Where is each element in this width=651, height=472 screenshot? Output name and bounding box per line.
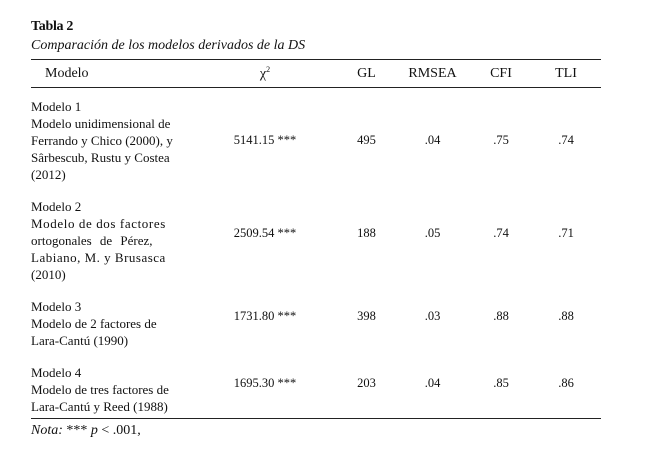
header-model: Modelo [45, 65, 89, 81]
model-description [31, 183, 191, 283]
gl-value: 188 [357, 225, 376, 240]
tli-value: .74 [558, 133, 574, 147]
model-description [31, 88, 191, 184]
model-line: Modelo 1 [31, 99, 82, 114]
model-line: ortogonales de Pérez, [31, 233, 153, 248]
model-line: Modelo de 2 factores de [31, 316, 157, 331]
document [31, 18, 601, 440]
model-description [31, 283, 191, 349]
model-line: Modelo 4 [31, 365, 82, 380]
table-label: Tabla 2 [31, 19, 74, 34]
table-row [31, 283, 601, 349]
model-line: Sârbescub, Rustu y Costea [31, 150, 170, 165]
cfi-value: .75 [493, 133, 509, 147]
tli-value: .71 [558, 225, 574, 240]
table-caption: Comparación de los modelos derivados de la DS [31, 38, 306, 53]
chi-square-value: 1731.80 *** [233, 308, 297, 323]
model-line: Lara-Cantú y Reed (1988) [31, 399, 168, 414]
note-label: Nota: [31, 423, 63, 438]
chi-square-value: 1695.30 *** [233, 376, 297, 390]
chi-square-value: 2509.54 *** [233, 225, 297, 240]
table-row [31, 183, 601, 283]
model-line: Modelo de tres factores de [31, 382, 169, 397]
table-note [31, 422, 601, 440]
model-line: (2012) [31, 167, 66, 182]
rmsea-value: .05 [424, 225, 441, 240]
rmsea-value: .03 [424, 308, 441, 323]
chi-square-value: 5141.15 *** [233, 133, 297, 147]
model-line: Modelo de dos factores [31, 216, 166, 231]
header-tli: TLI [555, 65, 577, 81]
cfi-value: .74 [493, 225, 509, 240]
tli-value: .86 [558, 376, 574, 390]
model-line: Ferrando y Chico (2000), y [31, 133, 173, 148]
rmsea-value: .04 [424, 376, 441, 390]
gl-value: 398 [357, 308, 376, 323]
rmsea-value: .04 [424, 133, 441, 147]
chi-symbol: χ [259, 66, 267, 82]
model-line: Modelo 2 [31, 199, 82, 214]
cfi-value: .85 [493, 376, 509, 390]
models-table [31, 59, 601, 419]
header-cfi: CFI [490, 65, 512, 81]
model-line: Labiano, M. y Brusasca [31, 250, 166, 265]
header-chi-square [191, 60, 339, 88]
header-gl: GL [357, 65, 376, 81]
tli-value: .88 [558, 308, 574, 323]
table-header-row [31, 60, 601, 88]
model-line: (2010) [31, 267, 66, 282]
table-row [31, 88, 601, 184]
cfi-value: .88 [493, 308, 509, 323]
model-line: Lara-Cantú (1990) [31, 333, 129, 348]
table-row [31, 349, 601, 419]
note-p: p [90, 423, 98, 438]
gl-value: 203 [357, 376, 376, 390]
header-rmsea: RMSEA [408, 65, 457, 81]
note-stars: *** [66, 423, 88, 438]
gl-value: 495 [357, 133, 376, 147]
chi-superscript: 2 [266, 64, 271, 74]
model-line: Modelo unidimensional de [31, 116, 171, 131]
model-description [31, 349, 191, 419]
note-threshold: < .001, [101, 423, 141, 438]
model-line: Modelo 3 [31, 299, 82, 314]
